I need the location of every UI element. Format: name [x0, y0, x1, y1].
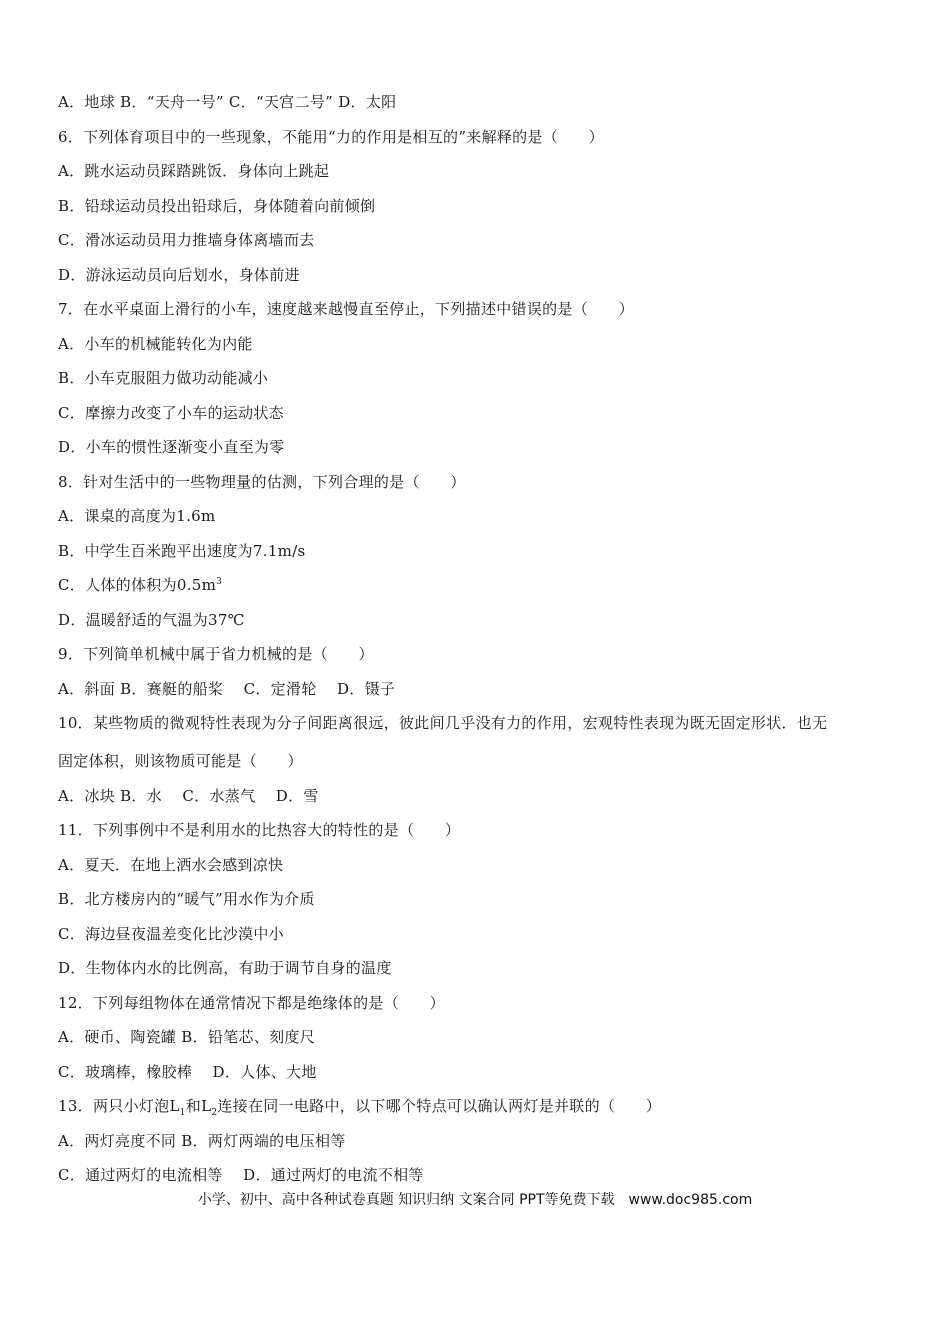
q9-stem: 9．下列简单机械中属于省力机械的是（ ）	[58, 645, 374, 663]
q10-options: A．冰块 B．水 C．水蒸气 D．雪	[58, 786, 319, 805]
q11-option-c: C．海边昼夜温差变化比沙漠中小	[58, 924, 284, 943]
q12-stem: 12．下列每组物体在通常情况下都是绝缘体的是（ ）	[58, 993, 445, 1012]
q10-stem-line2: 固定体积，则该物质可能是（ ）	[58, 752, 303, 770]
q8-stem: 8．针对生活中的一些物理量的估测，下列合理的是（ ）	[58, 472, 466, 491]
q8-option-b: B．中学生百米跑平出速度为7.1m/s	[58, 541, 306, 560]
q8-option-c-text: C．人体的体积为0.5m	[58, 576, 217, 594]
q11-stem: 11．下列事例中不是利用水的比热容大的特性的是（ ）	[58, 821, 461, 839]
q11-option-b: B．北方楼房内的“暖气”用水作为介质	[58, 890, 315, 908]
q7-option-a: A．小车的机械能转化为内能	[58, 334, 253, 353]
cubic-superscript: 3	[216, 577, 223, 587]
q6-option-b: B．铅球运动员投出铅球后，身体随着向前倾倒	[58, 196, 376, 215]
l1-subscript: 1	[179, 1108, 186, 1118]
q9-options: A．斜面 B．赛艇的船桨 C．定滑轮 D．镊子	[58, 679, 396, 698]
q13-stem-suffix: 连接在同一电路中，以下哪个特点可以确认两灯是并联的（ ）	[217, 1097, 662, 1115]
q8-option-a: A．课桌的高度为1.6m	[58, 507, 216, 525]
exam-page	[58, 92, 908, 1200]
q13-stem-prefix: 13．两只小灯泡L	[58, 1097, 180, 1115]
q7-option-b: B．小车克服阻力做功动能减小	[58, 369, 269, 387]
q7-option-c: C．摩擦力改变了小车的运动状态	[58, 403, 284, 422]
q11-option-a: A．夏天．在地上洒水会感到凉快	[58, 855, 284, 874]
q6-option-c: C．滑冰运动员用力推墙身体离墙而去	[58, 231, 315, 249]
q13-options-ab: A．两灯亮度不同 B．两灯两端的电压相等	[58, 1131, 346, 1150]
q12-options-cd: C．玻璃棒，橡胶棒 D．人体、大地	[58, 1062, 317, 1081]
q7-stem: 7．在水平桌面上滑行的小车，速度越来越慢直至停止，下列描述中错误的是（ ）	[58, 300, 634, 318]
q6-stem: 6．下列体育项目中的一些现象，不能用“力的作用是相互的”来解释的是（ ）	[58, 127, 604, 146]
q5-options: A．地球 B．“天舟一号” C．“天宫二号” D．太阳	[58, 93, 397, 111]
q10-stem-line1: 10．某些物质的微观特性表现为分子间距离很远，彼此间几乎没有力的作用，宏观特性表现为既无固定形状．也无	[58, 714, 828, 732]
q8-option-c	[58, 575, 908, 595]
q13-stem	[58, 1096, 908, 1116]
q13-options-cd: C．通过两灯的电流相等 D．通过两灯的电流不相等	[58, 1166, 424, 1184]
q6-option-a: A．跳水运动员踩踏跳饭．身体向上跳起	[58, 162, 330, 180]
q12-options-ab: A．硬币、陶瓷罐 B．铅笔芯、刻度尺	[58, 1028, 316, 1046]
q11-option-d: D．生物体内水的比例高，有助于调节自身的温度	[58, 959, 392, 977]
q6-option-d: D．游泳运动员向后划水，身体前进	[58, 265, 300, 284]
q8-option-d: D．温暖舒适的气温为37℃	[58, 610, 245, 629]
l2-subscript: 2	[211, 1108, 218, 1118]
q13-stem-mid: 和L	[185, 1097, 212, 1115]
footer-watermark: 小学、初中、高中各种试卷真题 知识归纳 文案合同 PPT等免费下载 www.doc985.com	[197, 1192, 753, 1208]
q7-option-d: D．小车的惯性逐渐变小直至为零	[58, 438, 285, 456]
